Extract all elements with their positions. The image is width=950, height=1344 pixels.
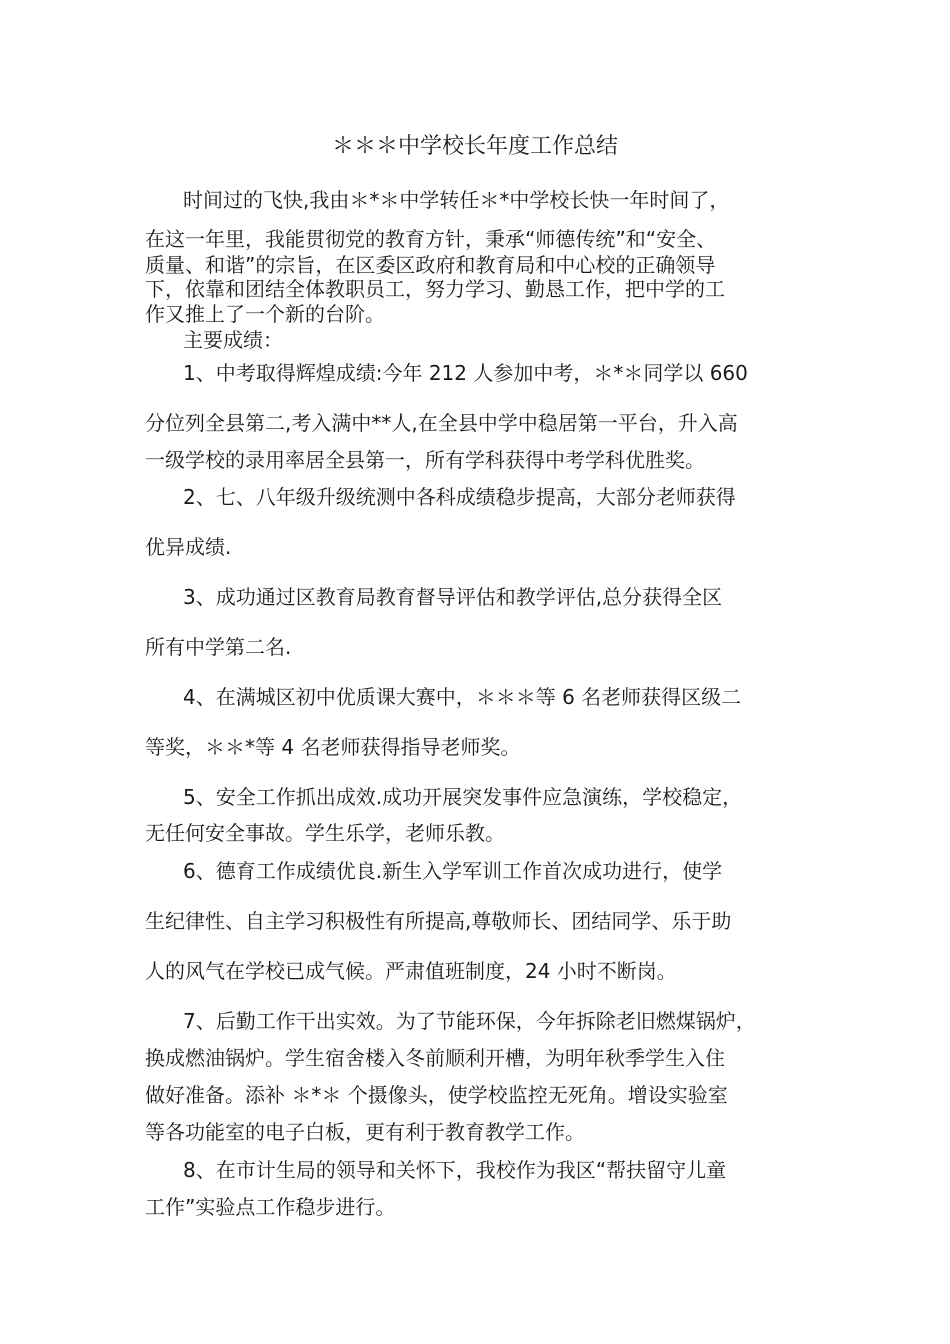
text-line: 6、德育工作成绩优良.新生入学军训工作首次成功进行，使学	[183, 859, 723, 883]
text-line: 优异成绩.	[145, 535, 232, 559]
text-line: 4、在满城区初中优质课大赛中，＊＊＊等 6 名老师获得区级二	[183, 685, 742, 709]
text-line: 人的风气在学校已成气候。严肃值班制度，24 小时不断岗。	[145, 959, 677, 983]
text-line: 一级学校的录用率居全县第一，所有学科获得中考学科优胜奖。	[145, 448, 705, 472]
text-line: 等各功能室的电子白板，更有利于教育教学工作。	[145, 1120, 585, 1144]
text-line: 时间过的飞快,我由＊*＊中学转任＊*中学校长快一年时间了，	[183, 188, 730, 212]
text-line: 做好准备。添补 ＊*＊ 个摄像头，使学校监控无死角。增设实验室	[145, 1083, 728, 1107]
text-line: 质量、和谐”的宗旨，在区委区政府和教育局和中心校的正确领导	[145, 253, 716, 277]
text-line: 分位列全县第二,考入满中**人,在全县中学中稳居第一平台，升入高	[145, 411, 738, 435]
text-line: 2、七、八年级升级统测中各科成绩稳步提高，大部分老师获得	[183, 485, 736, 509]
text-line: 生纪律性、自主学习积极性有所提高,尊敬师长、团结同学、乐于助	[145, 909, 732, 933]
document-title: ＊＊＊中学校长年度工作总结	[331, 134, 618, 159]
text-line: 3、成功通过区教育局教育督导评估和教学评估,总分获得全区	[183, 585, 723, 609]
text-line: 换成燃油锅炉。学生宿舍楼入冬前顺利开槽，为明年秋季学生入住	[145, 1046, 725, 1070]
text-line: 工作”实验点工作稳步进行。	[145, 1195, 396, 1219]
text-line: 在这一年里，我能贯彻党的教育方针，秉承“师德传统”和“安全、	[145, 227, 717, 251]
text-line: 所有中学第二名.	[145, 635, 292, 659]
text-line: 5、安全工作抓出成效.成功开展突发事件应急演练，学校稳定，	[183, 785, 743, 809]
text-line: 主要成绩：	[183, 328, 283, 352]
text-line: 下，依靠和团结全体教职员工，努力学习、勤恳工作，把中学的工	[145, 277, 725, 301]
text-line: 1、中考取得辉煌成绩:今年 212 人参加中考，＊*＊同学以 660	[183, 361, 748, 385]
text-line: 无任何安全事故。学生乐学，老师乐教。	[145, 821, 505, 845]
text-line: 作又推上了一个新的台阶。	[145, 302, 385, 326]
text-line: 8、在市计生局的领导和关怀下，我校作为我区“帮扶留守儿童	[183, 1158, 727, 1182]
text-line: 7、后勤工作干出实效。为了节能环保，今年拆除老旧燃煤锅炉，	[183, 1009, 756, 1033]
text-line: 等奖，＊＊*等 4 名老师获得指导老师奖。	[145, 735, 521, 759]
